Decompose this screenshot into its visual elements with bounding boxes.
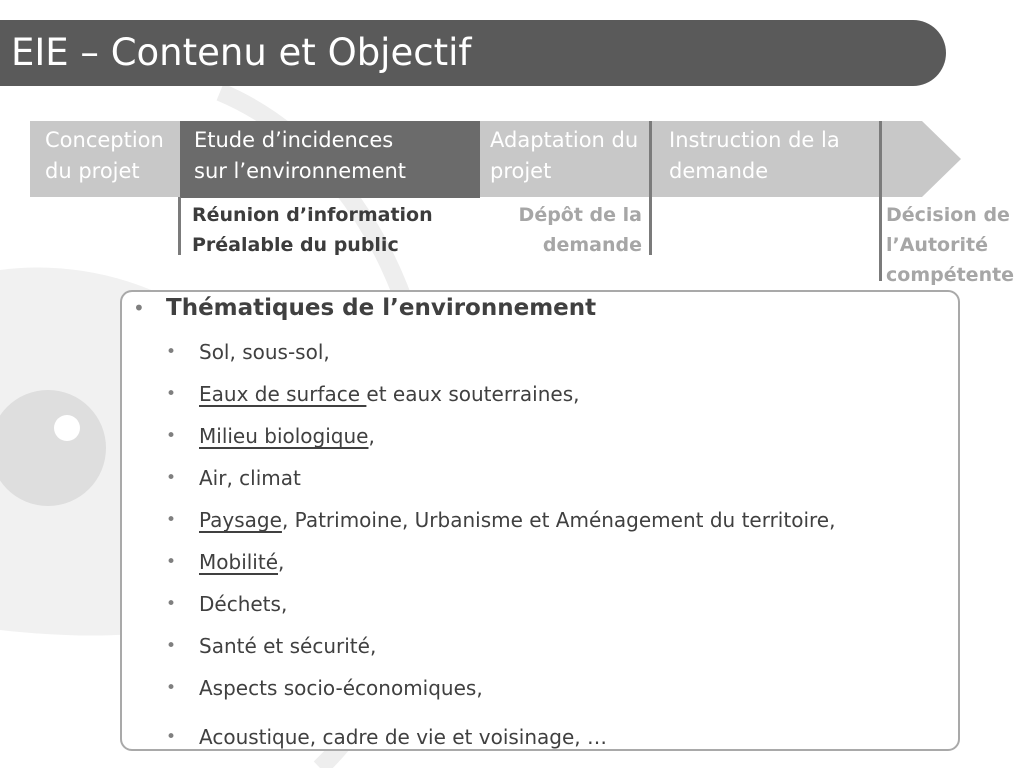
- list-item: [0, 547, 1024, 577]
- list-item-rest: , Patrimoine, Urbanisme et Aménagement du territoire,: [281, 508, 836, 532]
- list-bullet: •: [166, 426, 177, 446]
- list-item-rest: et eaux souterraines,: [366, 382, 580, 406]
- list-item-underlined: Eaux de surface: [199, 382, 367, 406]
- list-item-text: [199, 337, 330, 367]
- list-item-text: [199, 547, 284, 577]
- list-bullet: •: [166, 636, 177, 656]
- list-bullet: •: [166, 678, 177, 698]
- list-item: [0, 463, 1024, 493]
- list-item: [0, 337, 1024, 367]
- list-item: [0, 505, 1024, 535]
- milestone-depot: Dépôt de la demande: [518, 204, 642, 256]
- list-item-text: [199, 631, 376, 661]
- list-item-rest: Acoustique, cadre de vie et voisinage, …: [199, 725, 608, 749]
- stage-instruction: Instruction de la demande: [669, 128, 840, 183]
- section-bullet: •: [133, 296, 145, 320]
- stage-etude-incidences: Etude d’incidences sur l’environnement: [194, 128, 407, 183]
- list-item-text: [199, 463, 301, 493]
- list-item: [0, 421, 1024, 451]
- list-item-text: [199, 673, 483, 703]
- list-item: [0, 631, 1024, 661]
- list-item: [0, 722, 1024, 752]
- section-title: Thématiques de l’environnement: [166, 295, 597, 321]
- list-item-underlined: Paysage: [199, 508, 282, 532]
- list-item-rest: Déchets,: [199, 592, 288, 616]
- list-bullet: •: [166, 342, 177, 362]
- list-item: [0, 589, 1024, 619]
- list-bullet: •: [166, 727, 177, 747]
- milestone-decision: Décision de l’Autorité compétente: [886, 204, 1015, 286]
- list-item-rest: Santé et sécurité,: [199, 634, 377, 658]
- list-item-rest: ,: [368, 424, 375, 448]
- list-bullet: •: [166, 384, 177, 404]
- milestone-reunion: Réunion d’information Préalable du public: [192, 204, 433, 256]
- stage-conception: Conception du projet: [45, 128, 164, 183]
- list-item-underlined: Milieu biologique: [199, 424, 369, 448]
- list-bullet: •: [166, 510, 177, 530]
- stage-adaptation: Adaptation du projet: [490, 128, 639, 183]
- list-item: [0, 673, 1024, 703]
- list-item-text: [199, 421, 375, 451]
- list-bullet: •: [166, 552, 177, 572]
- list-item-rest: Air, climat: [199, 466, 301, 490]
- slide-title: EIE – Contenu et Objectif: [11, 31, 472, 74]
- list-item-rest: ,: [278, 550, 285, 574]
- list-item-text: [199, 589, 287, 619]
- list-item-text: [199, 379, 579, 409]
- list-item-rest: Aspects socio-économiques,: [199, 676, 483, 700]
- list-bullet: •: [166, 594, 177, 614]
- list-item-underlined: Mobilité: [199, 550, 279, 574]
- list-item-rest: Sol, sous-sol,: [199, 340, 330, 364]
- list-bullet: •: [166, 468, 177, 488]
- list-item-text: [199, 722, 607, 752]
- list-item-text: [199, 505, 835, 535]
- list-item: [0, 379, 1024, 409]
